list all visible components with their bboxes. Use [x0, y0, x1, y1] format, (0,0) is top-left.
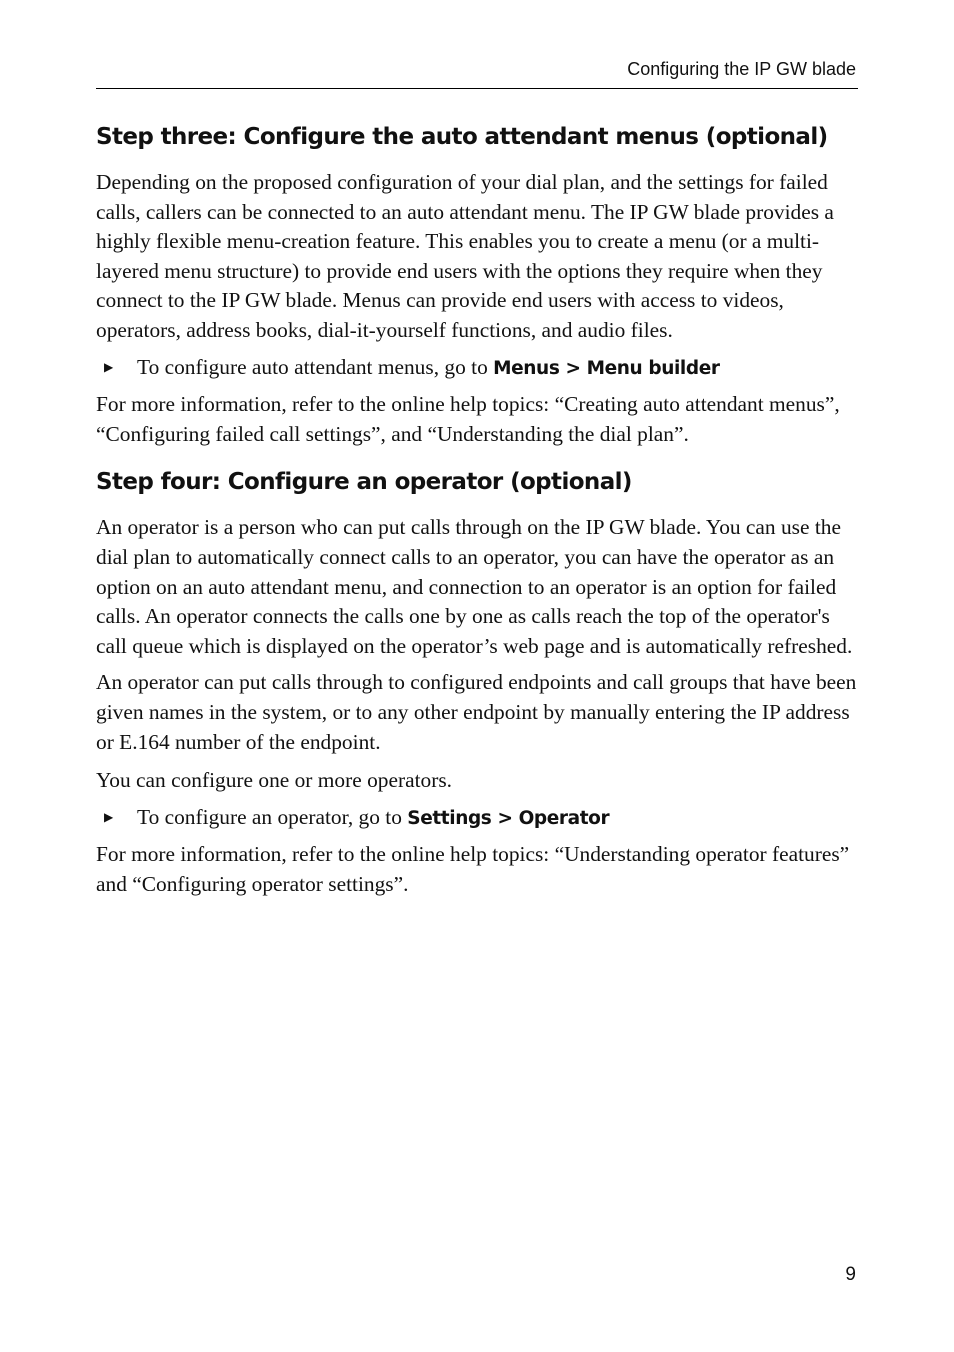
running-header-title: Configuring the IP GW blade [627, 59, 856, 79]
page-number: 9 [845, 1264, 856, 1285]
menu-builder-path: Menus > Menu builder [493, 357, 720, 379]
step-three-instruction [96, 353, 858, 384]
section-heading-step-four: Step four: Configure an operator (optional) [96, 469, 632, 496]
step-three-paragraph-1: Depending on the proposed configuration of your dial plan, and the settings for failed calls, callers can be connected to an auto attendant menu. The IP GW blade provides a highly flexible menu-creation feature. This enables you to create a menu (or a multi-layered menu structure) to provide end users with the options they require when they connect to the IP GW blade. Menus can provide end users with access to videos, operators, address books, dial-it-yourself functions, and audio files. [96, 170, 834, 342]
step-four-paragraph-1: An operator is a person who can put calls through on the IP GW blade. You can use the dial plan to automatically connect calls to an operator, you can have the operator as an option on an auto attendant menu, and connection to an operator is an option for failed calls. An operator connects the calls one by one as calls reach the top of the operator's call queue which is displayed on the operator’s web page and is automatically refreshed. [96, 515, 853, 658]
page-header [96, 56, 858, 89]
triangle-right-icon: ▶ [104, 809, 114, 824]
section-heading-step-three: Step three: Configure the auto attendant menus (optional) [96, 124, 828, 150]
step-four-instruction-text: To configure an operator, go to [137, 804, 408, 829]
step-four-paragraph-2: An operator can put calls through to configured endpoints and call groups that have been given names in the system, or to any other endpoint by manually entering the IP address or E.164 number of the endpoint. [96, 670, 857, 754]
step-four-paragraph-3: You can configure one or more operators. [96, 768, 453, 793]
triangle-right-icon: ▶ [104, 359, 114, 374]
step-three-paragraph-2: For more information, refer to the online help topics: “Creating auto attendant menus”, “Configuring failed call settings”, and “Understanding the dial plan”. [96, 392, 840, 446]
step-four-paragraph-4: For more information, refer to the online help topics: “Understanding operator features” and “Configuring operator settings”. [96, 842, 850, 896]
step-four-instruction [96, 803, 858, 834]
step-three-instruction-text: To configure auto attendant menus, go to [137, 354, 494, 379]
operator-settings-path: Settings > Operator [407, 807, 610, 829]
page-content [96, 118, 858, 906]
